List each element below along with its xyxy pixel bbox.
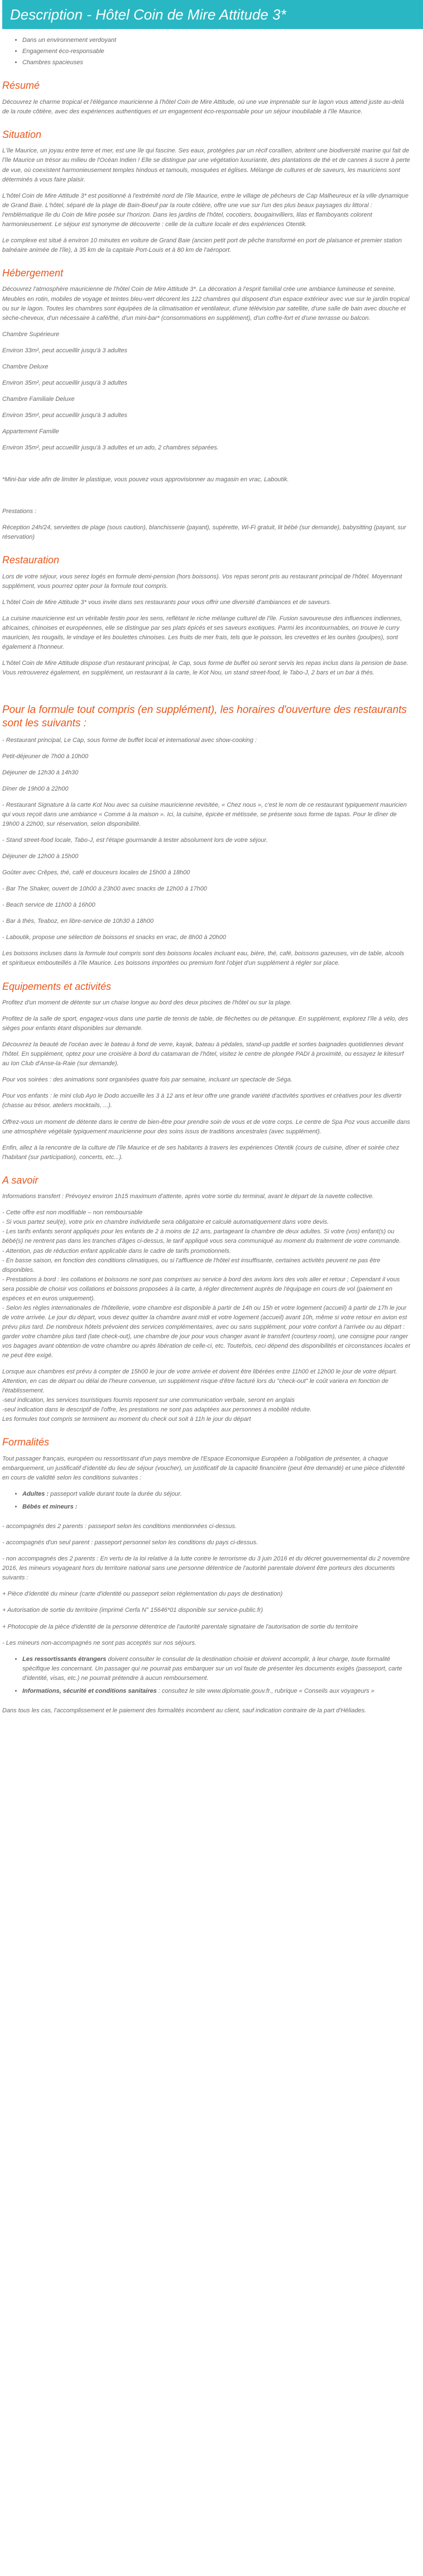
paragraph: + Pièce d'identité du mineur (carte d'identité ou passeport selon réglementation du pays de destination) (2, 1591, 283, 1598)
list-item (22, 1687, 411, 1696)
paragraph: Lorsque aux chambres est prévu à compter de 15h00 le jour de votre arrivée et doivent être libérées entre 11h00 et 12h00 le jour de votre départ. Attention, en cas de départ ou délai de l'heure convenue, un supplément risque d'être facturé lors du "check-out" le coût variera en fonction de l'établissement. -seul indication, les services touristiques fournis reposent sur une communication verbale, seront en anglais -seul indication dans le descriptif de l'offre, les prestations ne sont pas adaptées aux personnes à mobilité réduite. Les formules tout compris se terminent au moment du check out soit à 11h le jour du départ (2, 1368, 397, 1423)
description-content (0, 29, 423, 1716)
prestations-title: Prestations : (2, 508, 37, 515)
list-item: • Engagement éco-responsable (22, 47, 411, 56)
paragraph: Offrez-vous un moment de détente dans le centre de bien-être pour prendre soin de vous et de votre corps. Le centre de Spa Poz vous accueille dans une atmosphère végétale typiquement mauricienne pour des soins issus de traditions ancestrales (avec supplément). (2, 1118, 410, 1135)
page-title: Description - Hôtel Coin de Mire Attitude 3* (10, 6, 286, 23)
paragraph: Dans tous les cas, l'accomplissement et le paiement des formalités incombent au client, sauf indication contraire de la part d'Héliades. (2, 1707, 367, 1714)
list-item-text: passeport valide durant toute la durée du séjour. (49, 1491, 182, 1498)
list-item: • Dans un environnement verdoyant (22, 36, 411, 45)
list-item-text: : consultez le site www.diplomatie.gouv.fr., rubrique « Conseils aux voyageurs » (156, 1687, 374, 1694)
minibar-note: *Mini-bar vide afin de limiter le plastique, vous pouvez vous approvisionner au magasin en vrac, Laboutik. (2, 476, 289, 483)
paragraph: L'hôtel Coin de Mire Attitude 3* est positionné à l'extrémité nord de l'île Maurice, entre le village de pêcheurs de Cap Malheureux et la ville dynamique de Grand Baie. L'hôtel, séparé de la plage de Bain-Boeuf par la route côtière, offre une vue sur l'un des plus beaux paysages du littoral : l'emblématique île du Coin de Mire posée sur l'horizon. Dans les jardins de l'hôtel, cocotiers, bougainvilliers, lilas et flamboyants colorent harmonieusement. Le séjour est synonyme de découverte : celle de la culture locale et des expériences Otentik. (2, 192, 409, 228)
paragraph: L'hôtel Coin de Mire Attitude 3* vous invite dans ses restaurants pour vous offrir une diversité d'ambiances et de saveurs. (2, 598, 331, 606)
section-heading-tout-compris: Pour la formule tout compris (en supplément), les horaires d'ouverture des restaurants sont les suivants : (2, 704, 407, 729)
paragraph: - Cette offre est non modifiable – non remboursable - Si vous partez seul(e), votre prix en chambre individuelle sera obligatoire et calculé automatiquement dans votre devis. - Les tarifs enfants seront appliqués pour les enfants de 2 à moins de 12 ans, partageant la chambre de deux adultes. Si votre (vos) enfant(s) ou bébé(s) ne rentrent pas dans les tranches d'âges ci-dessus, le tarif appliqué vous sera communiqué au moment du traitement de votre commande. - Attention, pas de réduction enfant applicable dans le cadre de tarifs promotionnels. - En basse saison, en fonction des conditions climatiques, ou si l'affluence de l'hôtel est insuffisante, certaines activités peuvent ne pas être disponibles. - Prestations à bord : les collations et boissons ne sont pas comprises au service à bord des avions lors des vols aller et retour ; Cependant il vous sera possible de choisir vos collations et boissons proposées à la carte, à régler directement auprès de l'équipage en cours de vol (paiement en espèces et en euros uniquement). - Selon les règles internationales de l'hôtellerie, votre chambre est disponible à partir de 14h ou 15h et votre logement (accueil) à partir de 17h le jour de votre arrivée. Le jour du départ, vous devez quitter la chambre avant midi et votre logement (accueil) avant 10h, même si votre retour en avion est prévu plus tard. De nombreux hôtels prévoient des services complémentaires, avec ou sans supplément, pour votre confort à l'arrivée ou au départ : garder votre chambre plus tard (late check-out), une chambre de jour pour vous changer avant le transfert (courtesy room), une consigne pour ranger vos bagages avant obtention de votre chambre ou après libération de celle-ci, etc. Toutefois, ceci dépend des disponibilités et circonstances locales et ne peut être exigé. (2, 1209, 410, 1359)
room-type: Chambre Deluxe (2, 363, 49, 370)
paragraph: La cuisine mauricienne est un véritable festin pour les sens, reflétant le riche mélange culturel de l'île. Fusion savoureuse des influences indiennes, africaines, chinoises et européennes, elle se distingue par ses plats épicés et ses saveurs exotiques. Parmi les incontournables, on trouve le curry mauricien, les rougails, le vindaye et les boulettes chinoises. Les fruits de mer frais, tels que le poisson, les crevettes et les ourites (poulpes), sont également à l'honneur. (2, 615, 402, 651)
paragraph: Découvrez l'atmosphère mauricienne de l'hôtel Coin de Mire Attitude 3*. La décoration à l'esprit familial crée une ambiance lumineuse et sereine. Meubles en rotin, mobiles de voyage et teintes bleu-vert décorent les 122 chambres qui disposent d'un espace extérieur avec vue sur le jardin tropical ou sur le lagon. Toutes les chambres sont équipées de la climatisation et ventilateur, d'une télévision par satellite, d'une salle de bain avec douche et sèche-cheveux, d'un nécessaire à café/thé, d'un mini-bar* (consommations en supplément), d'un coffre-fort et d'une terrasse ou balcon. (2, 286, 410, 322)
foreign-info-list (2, 1655, 411, 1696)
section-heading-equipements: Equipements et activités (2, 980, 112, 992)
section-heading-resume: Résumé (2, 80, 40, 92)
schedule-line: Goûter avec Crêpes, thé, café et douceurs locales de 15h00 à 18h00 (2, 869, 190, 877)
section-heading-situation: Situation (2, 128, 42, 140)
paragraph: Informations transfert : Prévoyez environ 1h15 maximum d'attente, après votre sortie du terminal, avant le départ de la navette collective. (2, 1193, 374, 1200)
prestations-text: Réception 24h/24, serviettes de plage (sous caution), blanchisserie (payant), supérette, Wi-Fi gratuit, lit bébé (sur demande), babysitting (payant, sur réservation) (2, 524, 406, 541)
paragraph: Découvrez la beauté de l'océan avec le bateau à fond de verre, kayak, bateau à pédales, stand-up paddle et sorties baignades quotidiennes devant l'hôtel. En supplément, optez pour une croisière à bord du catamaran de l'hôtel, visitez le centre de plongée PADI à proximité, ou essayez le kitesurf au Ion Club d'Anse-la-Raie (sur demande). (2, 1041, 404, 1067)
paragraph: L'hôtel Coin de Mire Attitude dispose d'un restaurant principal, le Cap, sous forme de buffet où seront servis les repas inclus dans la pension de base. Vous retrouverez également, en supplément, un restaurant à la carte, le Kot Nou, un stand street-food, le Tabo-J, 2 bars et un bar à thés. (2, 660, 408, 677)
room-type: Chambre Familiale Deluxe (2, 395, 75, 403)
paragraph: Le complexe est situé à environ 10 minutes en voiture de Grand Baie (ancien petit port de pêche transformé en port de plaisance et premier station balnéaire animée de l'île), à 35 km de la capitale Port-Louis et à 80 km de l'aéroport. (2, 237, 402, 253)
room-capacity: Environ 33m², peut accueillir jusqu'à 3 adultes (2, 347, 128, 354)
paragraph: - non accompagnés des 2 parents : En vertu de la loi relative à la lutte contre le terrorisme du 3 juin 2016 et du décret gouvernemental du 2 novembre 2016, les mineurs voyageant hors du territoire national sans une personne détentrice de l'autorité parentale doivent être porteurs des documents suivants : (2, 1555, 410, 1582)
room-type: Appartement Famille (2, 428, 59, 435)
section-heading-formalites: Formalités (2, 1437, 50, 1448)
paragraph: L'île Maurice, un joyau entre terre et mer, est une île qui fascine. Ses eaux, protégées par un récif corallien, abritent une biodiversité marine qui fait de l'île Maurice un trésor au milieu de l'Océan Indien ! Elle se distingue par une végétation luxuriante, des plantations de thé et de cannes à sucre à perte de vue, où coexistent harmonieusement temples hindous et tamouls, mosquées et églises. Mélange de cultures et de saveurs, les mauriciens sont déterminés à vous faire plaisir. (2, 147, 410, 183)
schedule-line: Dîner de 19h00 à 22h00 (2, 785, 69, 792)
highlights-list (2, 36, 411, 68)
schedule-line: Déjeuner de 12h30 à 14h30 (2, 769, 79, 776)
paragraph: Profitez d'un moment de détente sur un chaise longue au bord des deux piscines de l'hôtel ou sur la plage. (2, 999, 292, 1007)
paragraph: + Autorisation de sortie du territoire (imprimé Cerfa N° 15646*01 disponible sur service-public.fr) (2, 1607, 263, 1614)
id-requirements-list (2, 1490, 411, 1512)
resume-text: Découvrez le charme tropical et l'élégance mauricienne à l'hôtel Coin de Mire Attitude, où une vue imprenable sur le lagon vous attend juste au-delà de la route côtière, avec des expériences authentiques et un engagement éco-responsable pour un séjour inoubliable à l'île Maurice. (2, 98, 404, 115)
paragraph: Tout passager français, européen ou ressortissant d'un pays membre de l'Espace Economique Européen a l'obligation de présenter, à chaque embarquement, un justificatif d'identité du lieu de séjour (voucher), un justificatif de la capacité financière (peut être demandé) et une pièce d'identité en cours de validité selon les conditions suivantes : (2, 1455, 405, 1482)
list-item-label: Informations, sécurité et conditions sanitaires (22, 1687, 157, 1694)
section-heading-restauration: Restauration (2, 554, 60, 566)
paragraph: - Restaurant principal, Le Cap, sous forme de buffet local et international avec show-cooking : (2, 736, 257, 744)
schedule-line: - Beach service de 11h00 à 16h00 (2, 902, 95, 909)
paragraph: Profitez de la salle de sport, engagez-vous dans une partie de tennis de table, de fléchettes ou de pétanque. En supplément, explorez l'île à vélo, des sièges pour enfants étant disponibles sur demande. (2, 1016, 408, 1032)
paragraph: + Photocopie de la pièce d'identité de la personne détentrice de l'autorité parentale signataire de l'autorisation de sortie du territoire (2, 1623, 358, 1630)
paragraph: Pour vos soirées : des animations sont organisées quatre fois par semaine, incluant un spectacle de Séga. (2, 1076, 292, 1084)
list-item (22, 1655, 411, 1683)
section-heading-hebergement: Hébergement (2, 267, 64, 279)
list-item (22, 1502, 411, 1512)
paragraph: - Les mineurs non-accompagnés ne sont pas acceptés sur nos séjours. (2, 1639, 196, 1646)
paragraph: Pour vos enfants : le mini club Ayo le Dodo accueille les 3 à 12 ans et leur offre une grande variété d'activités sportives et créatives pour les divertir (chasse au trésor, ateliers mocktails, ...). (2, 1093, 402, 1109)
section-heading-a-savoir: A savoir (2, 1174, 39, 1186)
room-capacity: Environ 35m², peut accueillir jusqu'à 3 adultes (2, 411, 128, 419)
paragraph: Les boissons incluses dans la formule tout compris sont des boissons locales incluant eau, bière, thé, café, boissons gazeuses, vin de table, alcools et spiritueux embouteillés à l'île Maurice. Les boissons importées ou premium font l'objet d'un supplément à régler sur place. (2, 950, 405, 967)
room-capacity: Environ 35m², peut accueillir jusqu'à 3 adultes (2, 379, 128, 386)
room-capacity: Environ 35m², peut accueillir jusqu'à 3 adultes et un ado, 2 chambres séparées. (2, 444, 219, 451)
schedule-line: - Bar The Shaker, ouvert de 10h00 à 23h00 avec snacks de 12h00 à 17h00 (2, 885, 207, 893)
list-item-label: Adultes : (22, 1491, 49, 1498)
list-item-text: doivent consulter le consulat de la destination choisie et doivent accomplir, à leur charge, toute formalité spécifique les concernant. Un passager qui ne pourrait pas embarquer sur un vol faute de présenter les documents exigés (passeport, carte d'identité, visas, etc.) ne pourrait prétendre à aucun remboursement. (22, 1655, 402, 1682)
spacer (2, 459, 411, 475)
paragraph: Lors de votre séjour, vous serez logés en formule demi-pension (hors boissons). Vos repas seront pris au restaurant principal de l'hôtel. Moyennant supplément, vous pourrez opter pour la formule tout compris. (2, 573, 402, 590)
schedule-line: Déjeuner de 12h00 à 15h00 (2, 853, 79, 860)
title-banner (2, 0, 423, 29)
paragraph: - Stand street-food locale, Tabo-J, est l'étape gourmande à tester absolument lors de votre séjour. (2, 837, 268, 844)
paragraph: - accompagnés d'un seul parent : passeport personnel selon les conditions du pays ci-dessus. (2, 1539, 258, 1546)
spacer (2, 491, 411, 507)
paragraph: Enfin, allez à la rencontre de la culture de l'île Maurice et de ses habitants à travers les expériences Otentik (cours de cuisine, dîner et soirée chez l'habitant (sur participation), concerts, etc...). (2, 1144, 400, 1161)
list-item: • Chambres spacieuses (22, 58, 411, 68)
schedule-line: - Laboutik, propose une sélection de boissons et snacks en vrac, de 8h00 à 20h00 (2, 934, 227, 941)
paragraph: - accompagnés des 2 parents : passeport selon les conditions mentionnées ci-dessus. (2, 1523, 237, 1530)
paragraph: - Restaurant Signature à la carte Kot Nou avec sa cuisine mauricienne revisitée, « Chez nous », c'est le nom de ce restaurant typiquement mauricien qui vous reçoit dans une ambiance « Comme à la maison ». Ici, la cuisine, épicée et métissée, se présente sous forme de tapas. Pour le dîner de 19h00 à 22h00, sur réservation, selon disponibilité. (2, 801, 407, 828)
list-item (22, 1490, 411, 1499)
list-item-label: Les ressortissants étrangers (22, 1655, 107, 1663)
list-item-label: Bébés et mineurs : (22, 1504, 78, 1511)
schedule-line: - Bar à thés, Teaboz, en libre-service de 10h30 à 18h00 (2, 918, 154, 925)
room-type: Chambre Supérieure (2, 331, 60, 338)
schedule-line: Petit-déjeuner de 7h00 à 10h00 (2, 753, 89, 760)
